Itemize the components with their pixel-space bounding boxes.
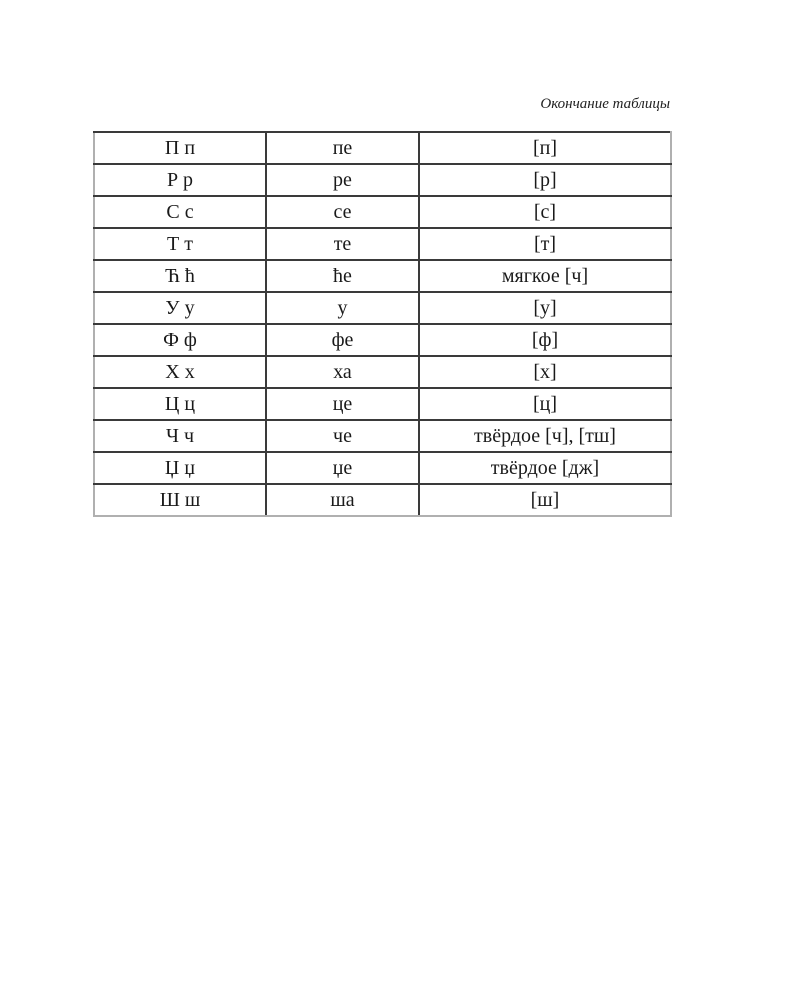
pronunciation-cell: твёрдое [ч], [тш] xyxy=(419,420,671,452)
table-row xyxy=(94,164,671,196)
letter-name-cell: ре xyxy=(266,164,419,196)
letter-cell: Р р xyxy=(94,164,266,196)
letter-cell: Ћ ћ xyxy=(94,260,266,292)
letter-cell: Ш ш xyxy=(94,484,266,516)
letter-name-cell: фе xyxy=(266,324,419,356)
letter-name-cell: џе xyxy=(266,452,419,484)
letter-cell: Џ џ xyxy=(94,452,266,484)
table-row xyxy=(94,132,671,164)
table-row xyxy=(94,196,671,228)
table-row xyxy=(94,228,671,260)
pronunciation-cell: [ц] xyxy=(419,388,671,420)
table-row xyxy=(94,260,671,292)
table-caption: Окончание таблицы xyxy=(540,96,670,112)
pronunciation-cell: твёрдое [дж] xyxy=(419,452,671,484)
table-row xyxy=(94,324,671,356)
table-row xyxy=(94,420,671,452)
pronunciation-cell: [т] xyxy=(419,228,671,260)
alphabet-table-body xyxy=(94,132,671,516)
letter-cell: П п xyxy=(94,132,266,164)
pronunciation-cell: [х] xyxy=(419,356,671,388)
table-row xyxy=(94,388,671,420)
letter-name-cell: те xyxy=(266,228,419,260)
alphabet-table xyxy=(93,131,672,517)
letter-cell: Т т xyxy=(94,228,266,260)
letter-cell: У у xyxy=(94,292,266,324)
letter-name-cell: ха xyxy=(266,356,419,388)
pronunciation-cell: [п] xyxy=(419,132,671,164)
letter-name-cell: се xyxy=(266,196,419,228)
pronunciation-cell: мягкое [ч] xyxy=(419,260,671,292)
table-row xyxy=(94,356,671,388)
pronunciation-cell: [с] xyxy=(419,196,671,228)
letter-name-cell: ша xyxy=(266,484,419,516)
pronunciation-cell: [р] xyxy=(419,164,671,196)
letter-cell: Ц ц xyxy=(94,388,266,420)
letter-cell: С с xyxy=(94,196,266,228)
letter-name-cell: ће xyxy=(266,260,419,292)
letter-name-cell: пе xyxy=(266,132,419,164)
table-row xyxy=(94,452,671,484)
pronunciation-cell: [ш] xyxy=(419,484,671,516)
letter-cell: Ч ч xyxy=(94,420,266,452)
letter-cell: Х х xyxy=(94,356,266,388)
table-row xyxy=(94,484,671,516)
letter-name-cell: у xyxy=(266,292,419,324)
pronunciation-cell: [ф] xyxy=(419,324,671,356)
letter-name-cell: че xyxy=(266,420,419,452)
letter-name-cell: це xyxy=(266,388,419,420)
letter-cell: Ф ф xyxy=(94,324,266,356)
table-row xyxy=(94,292,671,324)
pronunciation-cell: [у] xyxy=(419,292,671,324)
